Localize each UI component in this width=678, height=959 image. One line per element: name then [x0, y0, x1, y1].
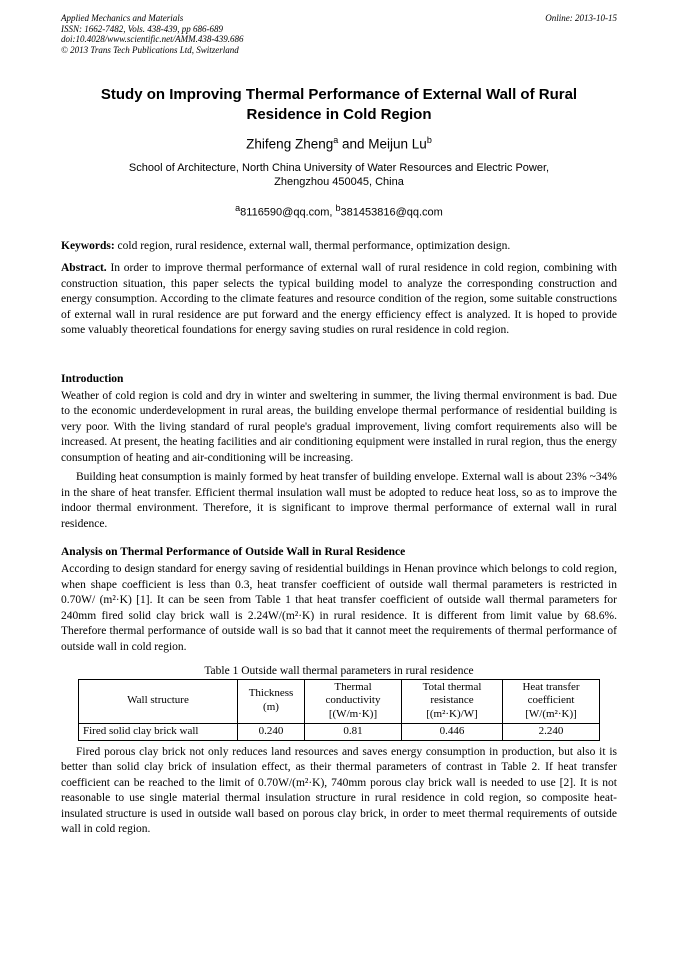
table-row: [79, 723, 600, 740]
author-1-superscript: a: [333, 135, 339, 146]
col-header-thickness: Thickness (m): [238, 679, 305, 723]
online-date: Online: 2013-10-15: [545, 13, 617, 23]
journal-header: [61, 13, 617, 55]
paper-title: Study on Improving Thermal Performance of External Wall of Rural Residence in Cold Region: [100, 86, 578, 123]
col-header-wall-structure: Wall structure: [79, 679, 238, 723]
email-2-superscript: b: [335, 202, 341, 213]
journal-header-left: [61, 13, 244, 55]
section-heading-analysis: Analysis on Thermal Performance of Outside Wall in Rural Residence: [61, 546, 406, 559]
issn-line: ISSN: 1662-7482, Vols. 438-439, pp 686-689: [61, 23, 223, 34]
cell-heat-transfer-coefficient: 2.240: [503, 723, 600, 740]
abstract-paragraph: [61, 261, 617, 339]
intro-paragraph-1: Weather of cold region is cold and dry in winter and sweltering in summer, the living thermal environment is bad. Due to the economic underdevelopment in rural areas, the building envelope thermal performance of residential building is very poor. With the living standard of rural people's gradual improvement, living comfort requirements also will be increased. At present, the heating facilities and air conditioning equipment were installed in rural region, thus the energy consumption of heating and air-conditioning will be increasing.: [61, 389, 617, 464]
copyright-line: © 2013 Trans Tech Publications Ltd, Switzerland: [61, 44, 239, 55]
analysis-paragraph-1: According to design standard for energy saving of residential buildings in Henan province which belongs to cold region, when shape coefficient is less than 0.3, heat transfer coefficient of outside wall thermal parameters is restricted in 0.70W/ (m²·K) [1]. It can be seen from Table 1 that heat transfer coefficient of outside wall thermal parameters for 240mm fired solid clay brick wall is 2.24W/(m²·K) in rural residence. It is different from limit value by 68.6%. Therefore thermal performance of outside wall is so bad that it cannot meet the requirements of thermal performance of outside wall in cold region.: [61, 563, 617, 653]
col-header-thermal-conductivity: Thermal conductivity [(W/m·K)]: [305, 679, 402, 723]
author-2: and Meijun Lu: [338, 136, 427, 152]
cell-thermal-conductivity: 0.81: [305, 723, 402, 740]
col-header-heat-transfer-coefficient: Heat transfer coefficient [W/(m²·K)]: [503, 679, 600, 723]
intro-paragraph-2: Building heat consumption is mainly formed by heat transfer of building envelope. External wall is about 23% ~34% in the share of heat transfer. Efficient thermal insulation wall must be adopted to reduce heat loss, so as to improve the indoor thermal environment. Therefore, it is significant to improve thermal performance of external wall in rural residence.: [61, 471, 617, 530]
keywords-line: [61, 240, 617, 252]
cell-total-thermal-resistance: 0.446: [402, 723, 503, 740]
abstract-text: In order to improve thermal performance of external wall of rural residence in cold region, combining with construction situation, this paper selects the typical building model to analyze the corresponding construction and energy consumption. According to the climate features and resource condition of the region, some suitable constructions of external wall in rural residence are put forward and the energy efficiency effect is analyzed. It is hoped to provide some valuably theoretical foundations for energy saving studies on rural residence in cold region.: [61, 262, 617, 337]
section-heading-introduction: Introduction: [61, 372, 124, 385]
table-1: [78, 679, 600, 741]
col-header-total-thermal-resistance: Total thermal resistance [(m²·K)/W]: [402, 679, 503, 723]
email-1-superscript: a: [235, 202, 241, 213]
table-1-caption: Table 1 Outside wall thermal parameters in rural residence: [204, 664, 474, 677]
table-header-row: [79, 679, 600, 723]
affiliation-line-2: Zhengzhou 450045, China: [274, 176, 404, 189]
journal-name: Applied Mechanics and Materials: [61, 13, 184, 23]
abstract-label: Abstract.: [61, 262, 107, 275]
cell-thickness: 0.240: [238, 723, 305, 740]
authors-line: [61, 135, 617, 152]
author-emails: [61, 203, 617, 219]
email-2: 381453816@qq.com: [340, 206, 443, 219]
author-1: Zhifeng Zheng: [246, 136, 334, 152]
affiliation: [61, 161, 617, 190]
author-2-superscript: b: [426, 135, 432, 146]
analysis-paragraph-2: Fired porous clay brick not only reduces land resources and saves energy consumption in production, but also it is better than solid clay brick of insulation effect, as their thermal parameters of contrast in Table 2. If heat transfer coefficient can be reached to the limit of 0.70W/(m²·K), 740mm porous clay brick wall is needed to use [2]. It is not reasonable to use single material thermal insulation structure in rural residence in cold region, so composite heat-insulated structure is used in outside wall based on porous clay brick, in order to meet thermal requirements of outside wall in cold region.: [61, 745, 617, 836]
affiliation-line-1: School of Architecture, North China University of Water Resources and Electric Power,: [128, 161, 550, 174]
keywords-text: cold region, rural residence, external wall, thermal performance, optimization design.: [114, 240, 511, 253]
email-1: 8116590@qq.com,: [240, 206, 336, 219]
keywords-label: Keywords:: [61, 240, 115, 253]
doi-line: doi:10.4028/www.scientific.net/AMM.438-439.686: [61, 34, 244, 45]
cell-wall-structure: Fired solid clay brick wall: [79, 723, 238, 740]
